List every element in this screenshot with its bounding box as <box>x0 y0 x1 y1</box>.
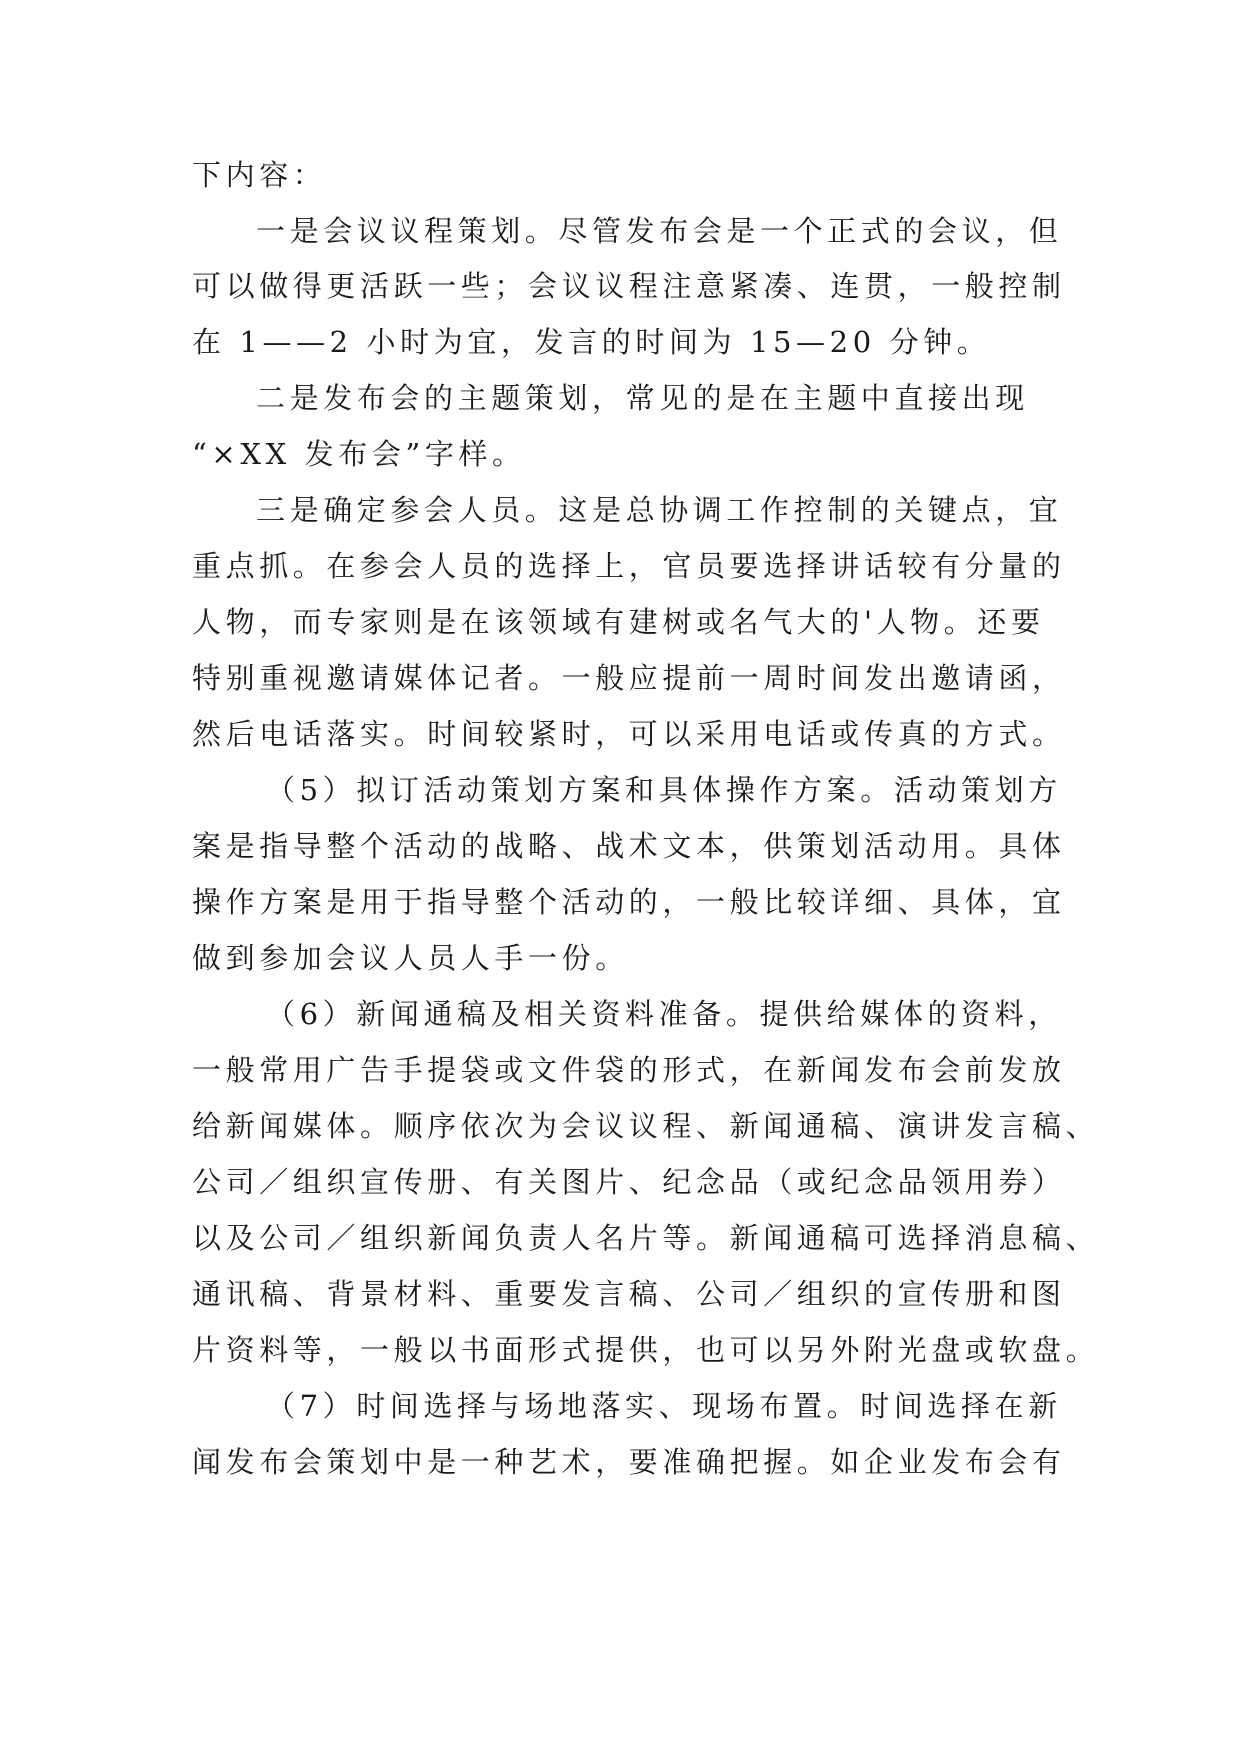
text-line: （6）新闻通稿及相关资料准备。提供给媒体的资料， <box>266 997 1062 1031</box>
text-line: 在 1——2 小时为宜，发言的时间为 15—20 分钟。 <box>192 325 991 359</box>
text-line: （7）时间选择与场地落实、现场布置。时间选择在新 <box>266 1389 1062 1423</box>
text-line: 片资料等，一般以书面形式提供，也可以另外附光盘或软盘。 <box>192 1333 1100 1367</box>
text-line: 公司／组织宣传册、有关图片、纪念品（或纪念品领用券） <box>192 1165 1066 1199</box>
text-line: 可以做得更活跃一些；会议议程注意紧凑、连贯，一般控制 <box>192 269 1066 303</box>
text-line: 特别重视邀请媒体记者。一般应提前一周时间发出邀请函， <box>192 661 1066 695</box>
text-line: 给新闻媒体。顺序依次为会议议程、新闻通稿、演讲发言稿、 <box>192 1109 1100 1143</box>
text-line: 重点抓。在参会人员的选择上，官员要选择讲话较有分量的 <box>192 549 1066 583</box>
text-line: 人物，而专家则是在该领域有建树或名气大的'人物。还要 <box>192 605 1045 639</box>
text-line: 闻发布会策划中是一种艺术，要准确把握。如企业发布会有 <box>192 1445 1066 1479</box>
text-line: 一是会议议程策划。尽管发布会是一个正式的会议，但 <box>256 214 1063 248</box>
text-line: 案是指导整个活动的战略、战术文本，供策划活动用。具体 <box>192 829 1066 863</box>
text-line: 三是确定参会人员。这是总协调工作控制的关键点，宜 <box>256 493 1063 527</box>
text-line: 一般常用广告手提袋或文件袋的形式，在新闻发布会前发放 <box>192 1053 1066 1087</box>
text-line: “×XX 发布会”字样。 <box>192 437 526 471</box>
text-line: 二是发布会的主题策划，常见的是在主题中直接出现 <box>256 381 1029 415</box>
text-line: 通讯稿、背景材料、重要发言稿、公司／组织的宣传册和图 <box>192 1277 1066 1311</box>
text-line: 做到参加会议人员人手一份。 <box>192 941 629 975</box>
text-line: （5）拟订活动策划方案和具体操作方案。活动策划方 <box>266 773 1062 807</box>
text-line: 以及公司／组织新闻负责人名片等。新闻通稿可选择消息稿、 <box>192 1221 1100 1255</box>
text-line: 然后电话落实。时间较紧时，可以采用电话或传真的方式。 <box>192 717 1066 751</box>
text-line: 操作方案是用于指导整个活动的，一般比较详细、具体，宜 <box>192 885 1066 919</box>
text-line: 下内容： <box>192 158 327 192</box>
